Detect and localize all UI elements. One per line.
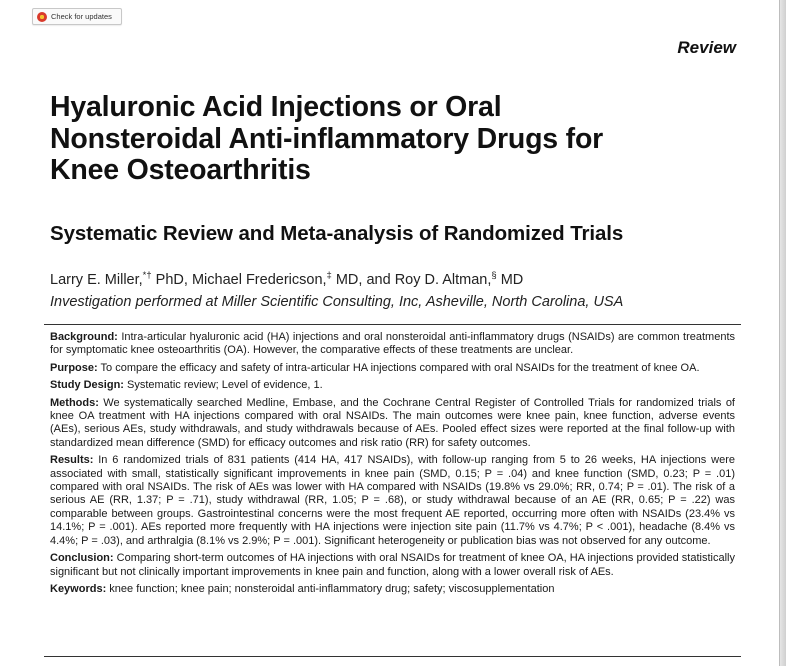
article-title: Hyaluronic Acid Injections or Oral Nonsteroidal Anti-inflammatory Drugs for Knee Osteoarthritis bbox=[50, 91, 604, 187]
abstract-purpose-text: To compare the efficacy and safety of intra-articular HA injections compared with oral NSAIDs for the treatment of knee OA. bbox=[97, 361, 700, 374]
abstract-purpose bbox=[50, 362, 735, 375]
check-for-updates-label: Check for updates bbox=[51, 12, 112, 21]
abstract-purpose-label: Purpose: bbox=[50, 361, 98, 374]
article-subtitle: Systematic Review and Meta-analysis of Randomized Trials bbox=[50, 222, 624, 245]
abstract-study-design-label: Study Design: bbox=[50, 379, 124, 392]
abstract-results-label: Results: bbox=[50, 454, 94, 467]
author-degree: MD bbox=[496, 271, 524, 288]
abstract-conclusion-label: Conclusion: bbox=[50, 552, 114, 565]
author-affiliation-marks: *† bbox=[142, 270, 152, 281]
author-affiliation-marks: § bbox=[491, 270, 497, 281]
abstract-keywords-label: Keywords: bbox=[50, 582, 107, 595]
abstract-keywords-text: knee function; knee pain; nonsteroidal anti-inflammatory drug; safety; viscosupplementation bbox=[106, 582, 555, 595]
abstract-results bbox=[50, 454, 735, 548]
affiliation-line: Investigation performed at Miller Scientific Consulting, Inc, Asheville, North Carolina, USA bbox=[50, 294, 624, 310]
abstract-keywords bbox=[50, 583, 735, 596]
abstract-methods bbox=[50, 397, 735, 451]
abstract-conclusion-text: Comparing short-term outcomes of HA injections with oral NSAIDs for treatment of knee OA, HA injections provided statistically significant but not clinically important improvements in knee pain and function, along with a lower overall risk of AEs. bbox=[50, 552, 735, 578]
abstract-methods-text: We systematically searched Medline, Embase, and the Cochrane Central Register of Controlled Trials for randomized trials of knee OA treatment with HA injections compared with oral NSAIDs. The main outcomes were knee pain, knee function, adverse events (AEs), serious AEs, study withdrawals, and study withdrawals because of AEs. Pooled effect sizes were reported at the final follow-up with standardized mean difference (SMD) for efficacy outcomes and risk ratio (RR) for safety outcomes. bbox=[50, 396, 735, 449]
article-type-label: Review bbox=[677, 38, 736, 57]
abstract-box bbox=[44, 324, 741, 657]
author-degree: PhD, bbox=[151, 271, 192, 288]
author-name: Roy D. Altman, bbox=[394, 271, 492, 288]
abstract-background-label: Background: bbox=[50, 331, 118, 343]
crossmark-icon bbox=[37, 12, 47, 22]
abstract-background-text: Intra-articular hyaluronic acid (HA) injections and oral nonsteroidal anti-inflammatory drugs (NSAIDs) are common treatments for symptomatic knee osteoarthritis (OA). However, the comparative effects of these treatments are unclear. bbox=[50, 331, 735, 357]
author-degree: MD, and bbox=[331, 271, 395, 288]
author-affiliation-marks: ‡ bbox=[326, 270, 332, 281]
abstract-background bbox=[50, 331, 735, 358]
author-list bbox=[50, 270, 523, 288]
abstract-conclusion bbox=[50, 552, 735, 579]
author-name: Michael Fredericson, bbox=[191, 271, 327, 288]
viewer-scrollbar-shade bbox=[780, 0, 786, 666]
abstract-results-text: In 6 randomized trials of 831 patients (414 HA, 417 NSAIDs), with follow-up ranging from 5 to 26 weeks, HA injections were associated with small, statistically significant improvements in knee pain (SMD, 0.15; P = .04) and knee function (SMD, 0.23; P = .01) compared with oral NSAIDs. The risk of AEs was lower with HA compared with NSAIDs (19.8% vs 29.0%; RR, 0.74; P = .01). The risk of a serious AE (RR, 1.37; P = .71), study withdrawal (RR, 1.05; P = .68), or study withdrawal because of an AE (RR, 0.65; P = .22) was comparable between groups. Gastrointestinal concerns were the most frequent AE reported, occurring more often with NSAIDs (23.4% vs 14.1%; P = .001). AEs reported more frequently with HA injections were injection site pain (11.7% vs 4.7%; P < .001), headache (8.4% vs 4.4%; P = .03), and arthralgia (8.1% vs 2.9%; P = .001). Significant heterogeneity or publication bias was not observed for any outcome. bbox=[50, 454, 735, 547]
abstract-study-design bbox=[50, 379, 735, 392]
abstract-study-design-text: Systematic review; Level of evidence, 1. bbox=[123, 379, 323, 392]
check-for-updates-button[interactable] bbox=[32, 8, 122, 25]
author-name: Larry E. Miller, bbox=[50, 271, 143, 288]
abstract-methods-label: Methods: bbox=[50, 396, 99, 409]
